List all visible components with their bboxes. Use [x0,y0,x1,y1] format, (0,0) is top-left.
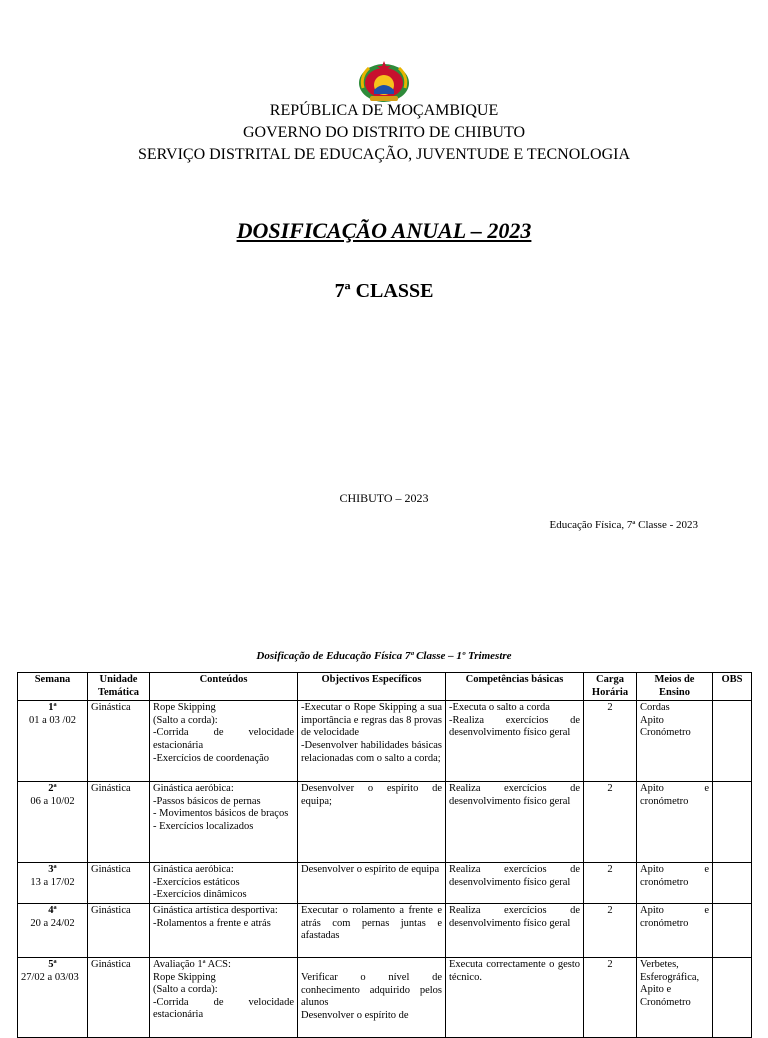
hours-cell: 2 [584,701,637,782]
competencies-cell [446,903,584,957]
resource-line: Apito e [640,984,672,996]
competency-line: Executa correctamente o gesto técnico. [449,958,580,983]
objective-line: -Executar o Rope Skipping a sua importância e regras das 8 provas de velocidade [301,702,442,739]
competency-line: Realiza exercícios de desenvolvimento físico geral [449,904,580,929]
contents-cell [150,782,298,863]
table-caption: Dosificação de Educação Física 7ª Classe – 1º Trimestre [256,650,512,662]
unit-cell: Ginástica [88,701,150,782]
week-cell [18,863,88,904]
week-dates: 27/02 a 03/03 [21,971,79,983]
competencies-cell [446,701,584,782]
content-line: -Rolamentos a frente e atrás [153,917,271,929]
resource-line: Verbetes, [640,958,679,970]
content-line: - Movimentos básicos de braços [153,808,289,820]
resource-line: Cronómetro [640,727,691,739]
table-row [18,957,752,1037]
objectives-cell [298,957,446,1037]
content-line: -Exercícios estáticos [153,876,240,888]
content-line: -Corrida de velocidade estacionária [153,996,294,1021]
table-header-row [18,673,752,701]
column-header-objectives: Objectivos Específicos [298,673,446,701]
unit-cell: Ginástica [88,957,150,1037]
content-line: Ginástica aeróbica: [153,783,234,795]
content-line: -Exercícios de coordenação [153,752,270,764]
resources-cell [637,782,713,863]
competencies-cell [446,863,584,904]
dosage-table [17,672,752,1038]
competency-line: Realiza exercícios de desenvolvimento físico geral [449,864,580,888]
resource-line: Apito e cronómetro [640,864,709,888]
resource-line: Apito e cronómetro [640,783,709,807]
week-cell [18,782,88,863]
week-cell [18,903,88,957]
mozambique-coat-of-arms-icon [357,58,411,104]
competencies-cell [446,782,584,863]
week-number: 4ª [48,904,57,916]
content-line: -Exercícios dinâmicos [153,889,247,901]
week-number: 2ª [48,783,57,795]
week-cell [18,701,88,782]
table-row [18,863,752,904]
resource-line: Cordas [640,702,670,714]
resource-line: Esferográfica, [640,971,700,983]
content-line: Rope Skipping [153,702,216,714]
table-row [18,782,752,863]
obs-cell [713,701,752,782]
content-line: (Salto a corda): [153,714,218,726]
resource-line: Apito [640,714,664,726]
competency-line: -Realiza exercícios de desenvolvimento físico geral [449,714,580,739]
column-header-competencies: Competências básicas [446,673,584,701]
objectives-cell [298,903,446,957]
competency-line: Realiza exercícios de desenvolvimento físico geral [449,783,580,807]
obs-cell [713,863,752,904]
week-dates: 01 a 03 /02 [29,714,76,726]
content-line: (Salto a corda): [153,984,218,996]
resources-cell [637,701,713,782]
week-number: 5ª [48,958,57,970]
table-row [18,903,752,957]
footer-note: Educação Física, 7ª Classe - 2023 [549,519,698,531]
objectives-cell [298,863,446,904]
content-line: Rope Skipping [153,971,216,983]
class-title: 7ª CLASSE [334,280,434,302]
header-line-republic: REPÚBLICA DE MOÇAMBIQUE [269,102,499,119]
week-number: 1ª [48,702,57,714]
week-cell [18,957,88,1037]
column-header-unit: Unidade Temática [88,673,150,701]
objective-line: Verificar o nível de conhecimento adquirido pelos alunos [301,971,442,1009]
document-title: DOSIFICAÇÃO ANUAL – 2023 [236,218,532,243]
unit-cell: Ginástica [88,903,150,957]
hours-cell: 2 [584,903,637,957]
objective-line: Desenvolver o espírito de equipa; [301,783,442,807]
column-header-contents: Conteúdos [150,673,298,701]
unit-cell: Ginástica [88,863,150,904]
contents-cell [150,957,298,1037]
resources-cell [637,957,713,1037]
column-header-resources: Meios de Ensino [637,673,713,701]
hours-cell: 2 [584,782,637,863]
objective-line: -Desenvolver habilidades básicas relacionadas com o salto a corda; [301,739,442,764]
place-date: CHIBUTO – 2023 [339,491,429,505]
week-dates: 13 a 17/02 [30,876,75,888]
contents-cell [150,701,298,782]
obs-cell [713,782,752,863]
column-header-obs: OBS [713,673,752,701]
column-header-week: Semana [18,673,88,701]
hours-cell: 2 [584,957,637,1037]
content-line: Ginástica aeróbica: [153,864,234,876]
contents-cell [150,863,298,904]
header-line-service: SERVIÇO DISTRITAL DE EDUCAÇÃO, JUVENTUDE E TECNOLOGIA [137,146,631,163]
content-line: - Exercícios localizados [153,820,254,832]
week-dates: 20 a 24/02 [30,917,75,929]
hours-cell: 2 [584,863,637,904]
objective-line: Executar o rolamento a frente e atrás com pernas juntas e afastadas [301,904,442,942]
competencies-cell [446,957,584,1037]
objectives-cell [298,782,446,863]
content-line: Avaliação 1ª ACS: [153,958,231,970]
resource-line: Cronómetro [640,996,691,1008]
contents-cell [150,903,298,957]
objectives-cell [298,701,446,782]
objective-line: Desenvolver o espírito de equipa [301,864,440,876]
header-line-government: GOVERNO DO DISTRITO DE CHIBUTO [242,124,526,141]
content-line: -Passos básicos de pernas [153,795,261,807]
resource-line: Apito e cronómetro [640,904,709,929]
week-number: 3ª [48,864,57,876]
table-row [18,701,752,782]
column-header-hours: Carga Horária [584,673,637,701]
resources-cell [637,903,713,957]
obs-cell [713,903,752,957]
obs-cell [713,957,752,1037]
content-line: -Corrida de velocidade estacionária [153,727,294,751]
objective-line: Desenvolver o espírito de [301,1009,409,1021]
resources-cell [637,863,713,904]
week-dates: 06 a 10/02 [30,795,75,807]
competency-line: -Executa o salto a corda [449,702,550,714]
unit-cell: Ginástica [88,782,150,863]
content-line: Ginástica artística desportiva: [153,904,278,916]
